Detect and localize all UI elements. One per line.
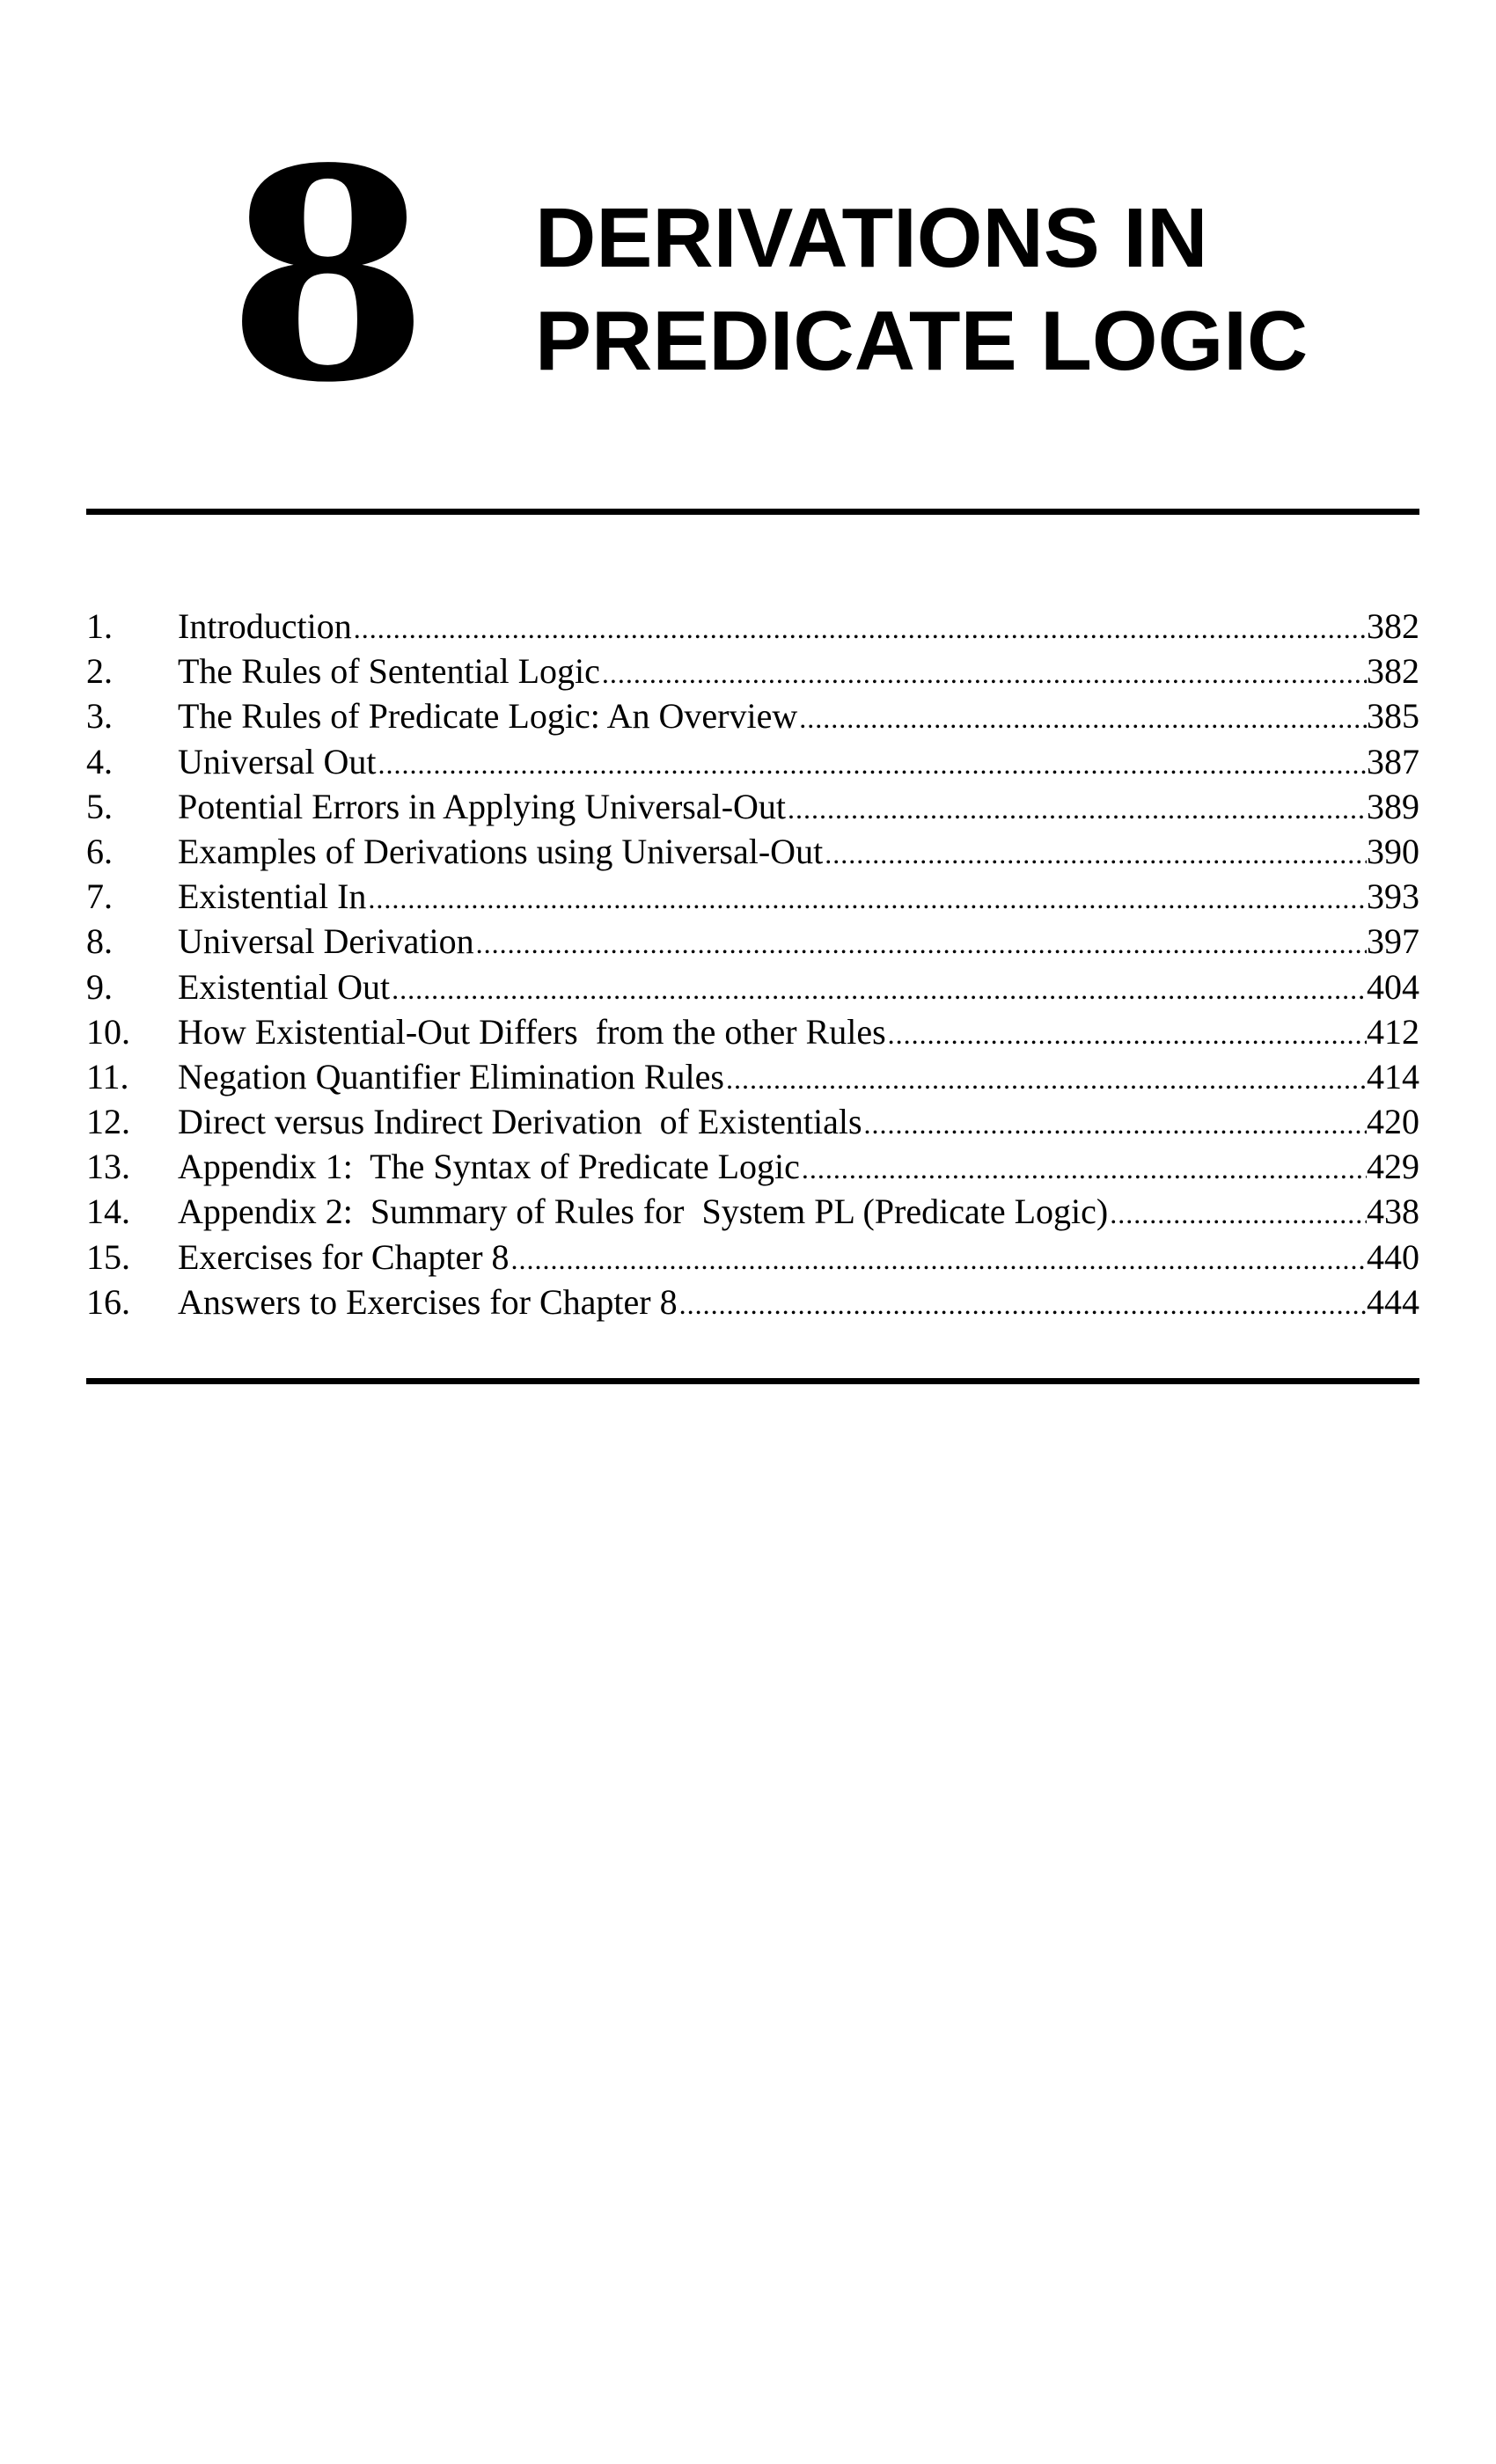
toc-entry[interactable] (86, 1009, 1419, 1054)
toc-entry[interactable] (86, 829, 1419, 874)
dot-leader (797, 696, 1367, 738)
dot-leader (678, 1282, 1367, 1324)
toc-entry-page: 440 (1367, 1236, 1419, 1277)
dot-leader (862, 1102, 1367, 1144)
toc-entry-title: Universal Derivation (178, 921, 474, 962)
dot-leader (724, 1057, 1367, 1099)
toc-entry[interactable] (86, 1144, 1419, 1189)
toc-entry[interactable] (86, 874, 1419, 919)
dot-leader (510, 1237, 1367, 1280)
dot-leader (390, 967, 1367, 1009)
toc-entry-title: Introduction (178, 606, 352, 646)
toc-entry-page: 429 (1367, 1147, 1419, 1187)
toc-entry-page: 382 (1367, 606, 1419, 646)
dot-leader (377, 742, 1367, 784)
toc-entry-number: 2. (86, 651, 113, 692)
toc-entry-title: Examples of Derivations using Universal-Out (178, 831, 824, 871)
toc-entry[interactable] (86, 739, 1419, 784)
toc-entry-number: 12. (86, 1102, 130, 1142)
toc-entry-number: 11. (86, 1056, 129, 1096)
toc-entry-title: Universal Out (178, 741, 377, 781)
toc-entry[interactable] (86, 1235, 1419, 1280)
toc-entry-number: 8. (86, 921, 113, 962)
toc-entry-number: 9. (86, 966, 113, 1007)
dot-leader (474, 921, 1367, 964)
toc-entry[interactable] (86, 919, 1419, 964)
toc-entry-page: 393 (1367, 876, 1419, 917)
toc-entry-number: 4. (86, 741, 113, 781)
toc-entry-page: 444 (1367, 1281, 1419, 1322)
toc-entry[interactable] (86, 604, 1419, 649)
toc-entry[interactable] (86, 1280, 1419, 1324)
toc-entry-page: 438 (1367, 1192, 1419, 1232)
toc-entry-title: Appendix 2: Summary of Rules for System PL (Predicate Logic) (178, 1192, 1109, 1232)
toc-entry-number: 3. (86, 696, 113, 737)
dot-leader (823, 832, 1367, 874)
toc-entry-page: 382 (1367, 651, 1419, 692)
toc-entry-title: How Existential-Out Differs from the other Rules (178, 1011, 886, 1052)
toc-entry-title: Potential Errors in Applying Universal-Out (178, 786, 787, 826)
toc-entry-title: Direct versus Indirect Derivation of Existentials (178, 1102, 862, 1142)
dot-leader (886, 1012, 1367, 1054)
toc-entry-page: 414 (1367, 1056, 1419, 1096)
toc-entry[interactable] (86, 784, 1419, 829)
toc-entry-number: 6. (86, 831, 113, 871)
chapter-title (535, 187, 1308, 392)
toc-entry[interactable] (86, 1099, 1419, 1144)
toc-entry[interactable] (86, 1054, 1419, 1099)
toc-entry-title: Existential In (178, 876, 367, 917)
toc-entry-title: The Rules of Predicate Logic: An Overview (178, 696, 798, 737)
toc-entry-page: 404 (1367, 966, 1419, 1007)
dot-leader (1108, 1192, 1367, 1234)
chapter-title-line-1: DERIVATIONS IN (535, 191, 1208, 285)
table-of-contents (86, 604, 1419, 1324)
bottom-divider (86, 1378, 1419, 1384)
toc-entry-number: 7. (86, 876, 113, 917)
chapter-title-line-2: PREDICATE LOGIC (535, 294, 1309, 388)
toc-entry-page: 389 (1367, 786, 1419, 826)
toc-entry[interactable] (86, 1189, 1419, 1234)
toc-entry-page: 390 (1367, 831, 1419, 871)
toc-entry-title: Negation Quantifier Elimination Rules (178, 1056, 724, 1096)
toc-entry-number: 14. (86, 1192, 130, 1232)
dot-leader (366, 876, 1367, 919)
toc-entry-page: 397 (1367, 921, 1419, 962)
chapter-number: 8 (227, 105, 421, 446)
toc-entry-title: Answers to Exercises for Chapter 8 (178, 1281, 678, 1322)
toc-entry-page: 420 (1367, 1102, 1419, 1142)
toc-entry[interactable] (86, 649, 1419, 693)
toc-entry-number: 15. (86, 1236, 130, 1277)
toc-entry-number: 13. (86, 1147, 130, 1187)
toc-entry-page: 412 (1367, 1011, 1419, 1052)
top-divider (86, 509, 1419, 515)
toc-entry-title: Exercises for Chapter 8 (178, 1236, 510, 1277)
dot-leader (786, 787, 1367, 829)
toc-entry-page: 385 (1367, 696, 1419, 737)
toc-entry[interactable] (86, 964, 1419, 1009)
dot-leader (352, 606, 1367, 649)
toc-entry-title: The Rules of Sentential Logic (178, 651, 600, 692)
toc-entry-number: 1. (86, 606, 113, 646)
toc-entry[interactable] (86, 693, 1419, 738)
toc-entry-number: 16. (86, 1281, 130, 1322)
toc-entry-page: 387 (1367, 741, 1419, 781)
toc-entry-title: Appendix 1: The Syntax of Predicate Logic (178, 1147, 800, 1187)
dot-leader (600, 651, 1367, 693)
toc-entry-number: 10. (86, 1011, 130, 1052)
dot-leader (800, 1147, 1367, 1189)
toc-entry-title: Existential Out (178, 966, 391, 1007)
toc-entry-number: 5. (86, 786, 113, 826)
